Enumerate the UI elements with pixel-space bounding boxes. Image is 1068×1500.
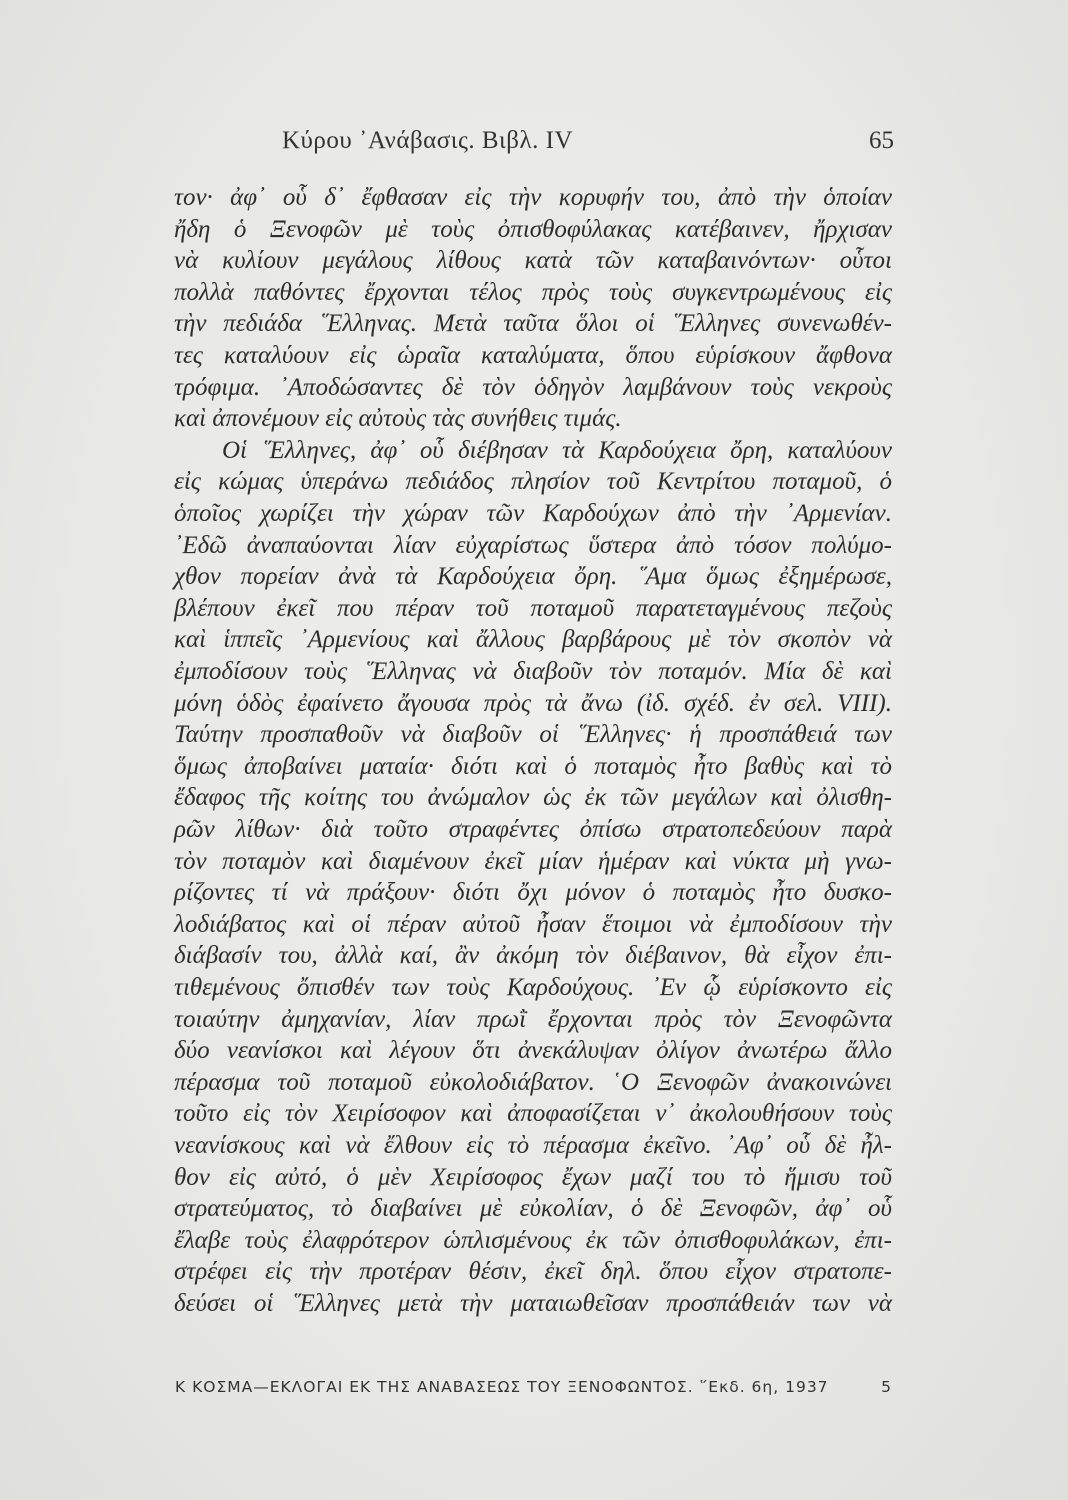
text-line: ρίζοντες τί νὰ πράξουν· διότι ὄχι μόνον ὁ ποταμὸς ἦτο δυσκο- — [174, 879, 892, 906]
text-line: ἔλαβε τοὺς ἐλαφρότερον ὡπλισμένους ἐκ τῶν ὀπισθοφυλάκων, ἐπι- — [174, 1227, 892, 1254]
text-line: τον· ἀφ᾿ οὗ δ᾿ ἔφθασαν εἰς τὴν κορυφήν του, ἀπὸ τὴν ὁποίαν — [174, 184, 892, 211]
text-line: δεύσει οἱ ῞Ελληνες μετὰ τὴν ματαιωθεῖσαν προσπάθειάν των νὰ — [174, 1290, 892, 1317]
signature-mark: 5 — [881, 1378, 891, 1396]
text-line: νεανίσκους καὶ νὰ ἔλθουν εἰς τὸ πέρασμα ἐκεῖνο. ᾿Αφ᾿ οὗ δὲ ἦλ- — [174, 1132, 892, 1159]
text-line: τες καταλύουν εἰς ὡραῖα καταλύματα, ὅπου εὑρίσκουν ἄφθονα — [174, 342, 892, 369]
text-line: ᾿Εδῶ ἀναπαύονται λίαν εὐχαρίστως ὕστερα ἀπὸ τόσον πολύμο- — [174, 532, 892, 559]
text-line: στρέφει εἰς τὴν προτέραν θέσιν, ἐκεῖ δηλ. ὅπου εἶχον στρατοπε- — [174, 1258, 892, 1285]
text-line: βλέπουν ἐκεῖ που πέραν τοῦ ποταμοῦ παρατεταγμένους πεζοὺς — [174, 595, 892, 622]
text-line: τιθεμένους ὄπισθέν των τοὺς Καρδούχους. ᾿Εν ᾧ εὑρίσκοντο εἰς — [174, 974, 892, 1001]
text-line: δύο νεανίσκοι καὶ λέγουν ὅτι ἀνεκάλυψαν ὀλίγον ἀνωτέρω ἄλλο — [174, 1037, 892, 1064]
text-line: θον εἰς αὐτό, ὁ μὲν Χειρίσοφος ἔχων μαζί του τὸ ἥμισυ τοῦ — [174, 1164, 892, 1191]
text-line: χθον πορείαν ἀνὰ τὰ Καρδούχεια ὄρη. ῞Αμα ὅμως ἐξημέρωσε, — [174, 563, 892, 590]
text-line: τρόφιμα. ᾿Αποδώσαντες δὲ τὸν ὁδηγὸν λαμβάνουν τοὺς νεκροὺς — [174, 374, 892, 401]
text-line: ἤδη ὁ Ξενοφῶν μὲ τοὺς ὀπισθοφύλακας κατέβαινεν, ἤρχισαν — [174, 216, 892, 243]
text-line: τὴν πεδιάδα ῞Ελληνας. Μετὰ ταῦτα ὅλοι οἱ ῞Ελληνες συνενωθέν- — [174, 310, 892, 337]
text-line: τὸν ποταμὸν καὶ διαμένουν ἐκεῖ μίαν ἡμέραν καὶ νύκτα μὴ γνω- — [174, 848, 892, 875]
text-line: τοιαύτην ἀμηχανίαν, λίαν πρωῒ ἔρχονται πρὸς τὸν Ξενοφῶντα — [174, 1006, 892, 1033]
text-line: καὶ ἀπονέμουν εἰς αὐτοὺς τὰς συνήθεις τιμάς. — [174, 405, 622, 432]
page-footer — [175, 1378, 893, 1402]
text-line: Οἱ ῞Ελληνες, ἀφ᾿ οὗ διέβησαν τὰ Καρδούχεια ὄρη, καταλύουν — [222, 437, 892, 464]
text-line: διάβασίν του, ἀλλὰ καί, ἂν ἀκόμη τὸν διέβαινον, θὰ εἶχον ἐπι- — [174, 942, 892, 969]
text-line: πέρασμα τοῦ ποταμοῦ εὐκολοδιάβατον. ῾Ο Ξενοφῶν ἀνακοινώνει — [174, 1069, 892, 1096]
footer-credit: Κ ΚΟΣΜΑ—ΕΚΛΟΓΑΙ ΕΚ ΤΗΣ ΑΝΑΒΑΣΕΩΣ ΤΟΥ ΞΕΝΟΦΩΝΤΟΣ. ῞Εκδ. 6η, 1937 — [175, 1378, 829, 1396]
text-line: τοῦτο εἰς τὸν Χειρίσοφον καὶ ἀποφασίζεται ν᾿ ἀκολουθήσουν τοὺς — [174, 1100, 892, 1127]
page-number: 65 — [869, 127, 894, 154]
text-line: πολλὰ παθόντες ἔρχονται τέλος πρὸς τοὺς συγκεντρωμένους εἰς — [174, 279, 892, 306]
page-header — [282, 127, 894, 163]
text-line: ἔδαφος τῆς κοίτης του ἀνώμαλον ὡς ἐκ τῶν μεγάλων καὶ ὀλισθη- — [174, 784, 892, 811]
text-line: ρῶν λίθων· διὰ τοῦτο στραφέντες ὀπίσω στρατοπεδεύουν παρὰ — [174, 816, 892, 843]
text-line: εἰς κώμας ὑπεράνω πεδιάδος πλησίον τοῦ Κεντρίτου ποταμοῦ, ὁ — [174, 468, 892, 495]
running-title: Κύρου ᾿Ανάβασις. Βιβλ. IV — [282, 127, 574, 154]
text-line: ἐμποδίσουν τοὺς ῞Ελληνας νὰ διαβοῦν τὸν ποταμόν. Μία δὲ καὶ — [174, 658, 892, 685]
text-line: λοδιάβατος καὶ οἱ πέραν αὐτοῦ ἦσαν ἕτοιμοι νὰ ἐμποδίσουν τὴν — [174, 911, 892, 938]
text-line: καὶ ἱππεῖς ᾿Αρμενίους καὶ ἄλλους βαρβάρους μὲ τὸν σκοπὸν νὰ — [174, 626, 892, 653]
text-line: ὁποῖος χωρίζει τὴν χώραν τῶν Καρδούχων ἀπὸ τὴν ᾿Αρμενίαν. — [174, 500, 892, 527]
text-line: ὅμως ἀποβαίνει ματαία· διότι καὶ ὁ ποταμὸς ἦτο βαθὺς καὶ τὸ — [174, 753, 892, 780]
text-line: στρατεύματος, τὸ διαβαίνει μὲ εὐκολίαν, ὁ δὲ Ξενοφῶν, ἀφ᾿ οὗ — [174, 1195, 892, 1222]
text-line: Ταύτην προσπαθοῦν νὰ διαβοῦν οἱ ῞Ελληνες· ἡ προσπάθειά των — [174, 721, 892, 748]
text-line: μόνη ὁδὸς ἐφαίνετο ἄγουσα πρὸς τὰ ἄνω (ἰδ. σχέδ. ἐν σελ. VIII). — [174, 690, 892, 717]
text-line: νὰ κυλίουν μεγάλους λίθους κατὰ τῶν καταβαινόντων· οὗτοι — [174, 247, 892, 274]
